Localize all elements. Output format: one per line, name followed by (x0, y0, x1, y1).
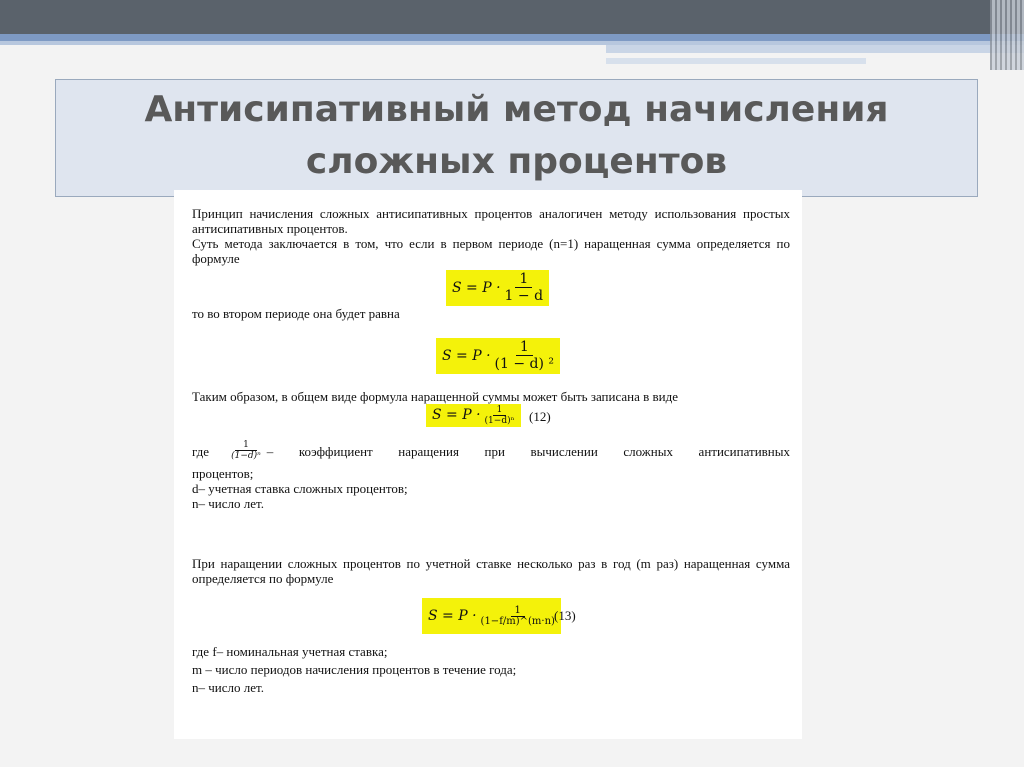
paragraph-method: Суть метода заключается в том, что если в первом периоде (n=1) наращенная сумма определяется по формуле (192, 236, 790, 266)
paragraph-general: Таким образом, в общем виде формула наращенной суммы может быть записана в виде (192, 389, 679, 404)
decor-vertical-stripes (990, 0, 1024, 70)
slide-title (55, 84, 978, 188)
formula-2: S = P · $\frac{1}{\text{(1 − d) ²}}$ (436, 338, 560, 374)
definition-n-2: n– число лет. (192, 680, 264, 695)
definition-n: n– число лет. (192, 496, 264, 511)
definition-m: m – число периодов начисления процентов в течение года; (192, 662, 517, 677)
title-line-2: сложных процентов (305, 141, 728, 182)
definition-d: d– учетная ставка сложных процентов; (192, 481, 408, 496)
coefficient-fraction: $\frac{1}{\text{(1−d)ⁿ}}$ (231, 440, 261, 461)
title-line-1: Антисипативный метод начисления (144, 89, 889, 130)
decor-stripe (606, 45, 1024, 53)
formula-3-row (192, 404, 790, 434)
equation-number-12: (12) (529, 409, 551, 424)
formula-1: S = P · $\frac{1}{1 - d}$ (446, 270, 549, 306)
formula-2-row (192, 321, 790, 383)
formula-1-row (192, 266, 790, 306)
equation-number-13: (13) (554, 608, 576, 623)
coefficient-row-end: процентов; (192, 466, 254, 481)
formula-4-row (192, 586, 790, 644)
paragraph-multiple: При наращении сложных процентов по учетной ставке несколько раз в год (m раз) наращенная сумма определяется по формуле (192, 556, 790, 586)
paragraph-principle: Принцип начисления сложных антисипативных процентов аналогичен методу использования простых антисипативных процентов. (192, 206, 790, 236)
decor-stripe (606, 58, 866, 64)
paragraph-second-period: то во втором периоде она будет равна (192, 306, 400, 321)
header-band (0, 0, 1024, 34)
document-image (174, 190, 802, 739)
coefficient-row: где $\frac{1}{\text{(1−d)ⁿ}}$ – коэффициент наращения при вычислении сложных антисипативных (192, 440, 790, 461)
definition-f: где f– номинальная учетная ставка; (192, 644, 388, 659)
formula-3: S = P · $\frac{1}{\text{(1−d)ⁿ}}$ (426, 404, 521, 427)
header-accent (0, 34, 1024, 41)
formula-4: S = P · $\frac{1}{(1-f/m)\^{}(m\cdot n)}$ (422, 598, 561, 634)
